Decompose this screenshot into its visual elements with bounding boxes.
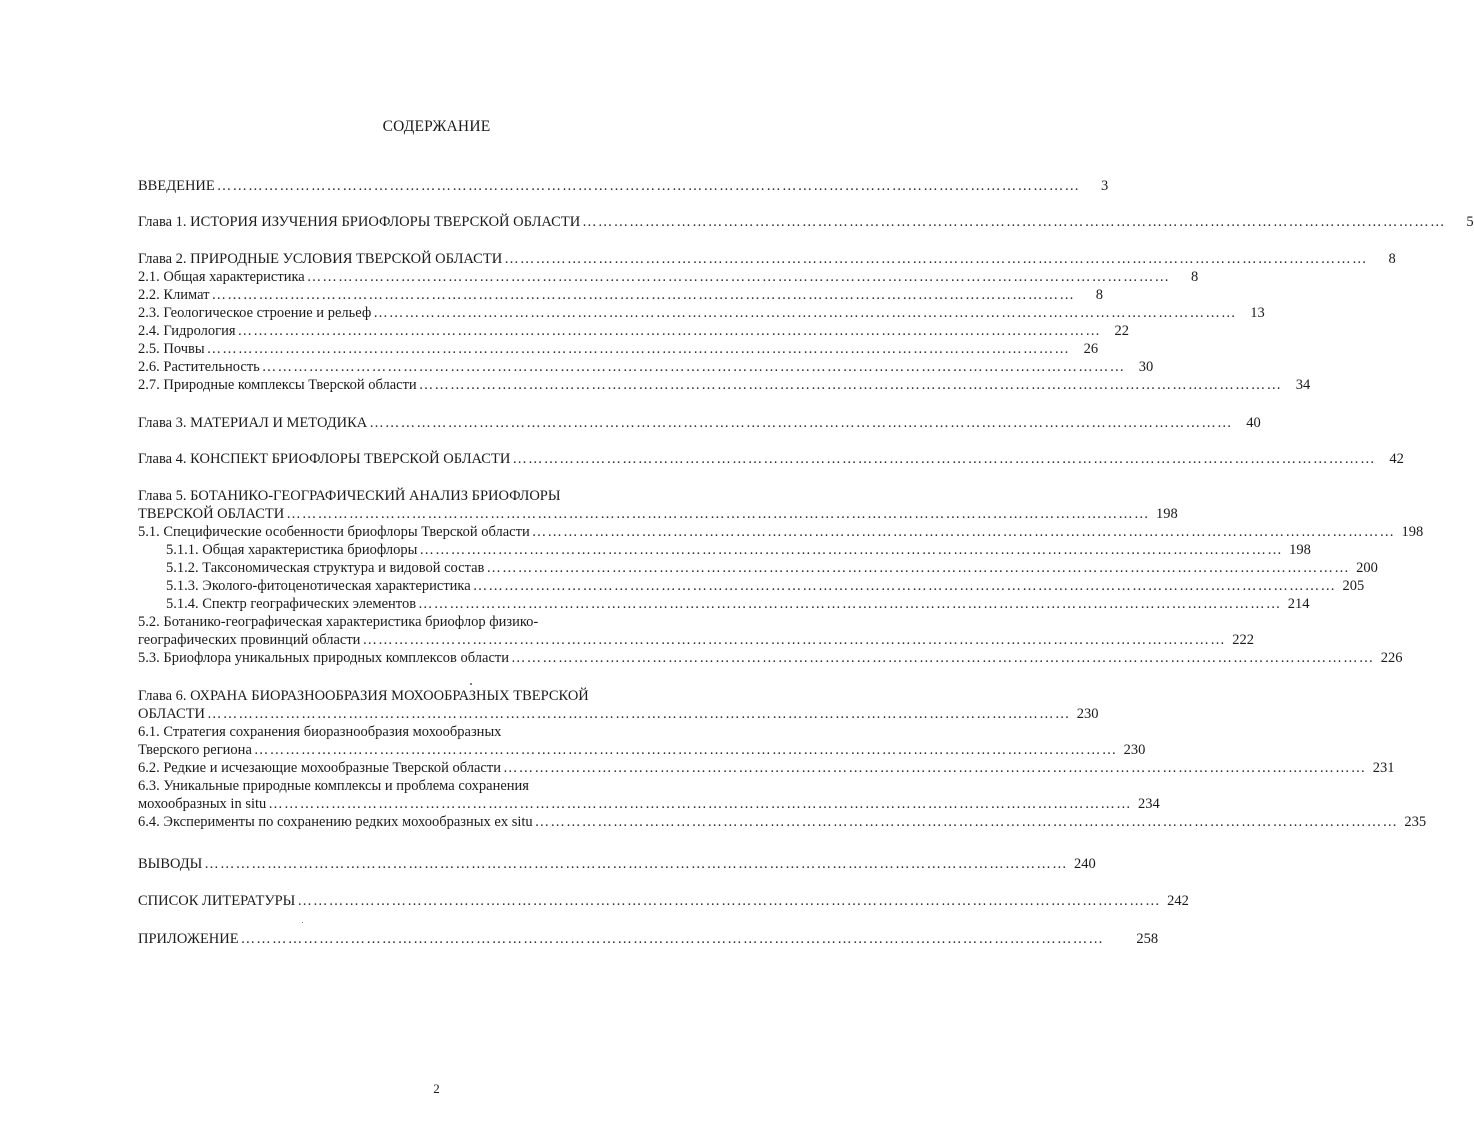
toc-entry-page: 40 <box>1246 415 1261 431</box>
toc-leader: ………………………………………………………………………………………………………………………………………………… <box>582 214 1446 230</box>
toc-entry <box>138 613 714 631</box>
toc-entry-page: 22 <box>1114 323 1130 339</box>
toc-leader: ………………………………………………………………………………………………………………………………………………… <box>261 359 1126 375</box>
toc-entry <box>138 795 1160 813</box>
toc-entry-text: 2.5. Почвы <box>138 341 205 357</box>
toc-entry-text: ТВЕРСКОЙ ОБЛАСТИ <box>138 506 285 522</box>
toc-leader: ………………………………………………………………………………………………………………………………………………… <box>369 415 1233 431</box>
toc-leader: ………………………………………………………………………………………………………………………………………………… <box>419 542 1283 558</box>
toc-entry <box>138 741 1146 759</box>
toc-entry <box>138 505 1178 523</box>
toc-entry-text: ВВЕДЕНИЕ <box>138 178 215 194</box>
toc-entry-page: 13 <box>1250 305 1265 321</box>
toc-leader: ………………………………………………………………………………………………………………………………………………… <box>253 742 1118 758</box>
toc-entry <box>138 322 1130 340</box>
toc-leader: ………………………………………………………………………………………………………………………………………………… <box>512 451 1376 467</box>
toc-entry-page: 242 <box>1167 893 1189 909</box>
toc-entry <box>138 777 714 795</box>
toc-entry <box>138 855 1096 873</box>
toc-leader: ………………………………………………………………………………………………………………………………………………… <box>418 377 1283 393</box>
page-title: СОДЕРЖАНИЕ <box>382 118 491 135</box>
toc-entry-page: 198 <box>1401 524 1424 540</box>
toc-entry-page: 222 <box>1232 632 1254 648</box>
toc-leader: ………………………………………………………………………………………………………………………………………………… <box>306 269 1171 285</box>
toc-entry-text: 2.3. Геологическое строение и рельеф <box>138 305 372 321</box>
toc-entry <box>138 376 1311 394</box>
toc-entry <box>138 213 1474 231</box>
toc-entry-text: 5.1. Специфические особенности бриофлоры Тверской области <box>138 524 530 540</box>
toc-entry-page: 198 <box>1289 542 1311 558</box>
toc-leader: ………………………………………………………………………………………………………………………………………………… <box>502 760 1367 776</box>
toc-entry-text: мохообразных in situ <box>138 796 267 812</box>
toc-entry-page: 8 <box>1388 251 1396 267</box>
toc-leader: ………………………………………………………………………………………………………………………………………………… <box>504 251 1368 267</box>
toc-entry <box>166 559 1378 577</box>
toc-leader: ………………………………………………………………………………………………………………………………………………… <box>531 524 1396 540</box>
toc-entry <box>138 705 1099 723</box>
toc-leader: ………………………………………………………………………………………………………………………………………………… <box>418 596 1282 612</box>
toc-leader: ………………………………………………………………………………………………………………………………………………… <box>297 893 1161 909</box>
toc-leader: ………………………………………………………………………………………………………………………………………………… <box>237 323 1102 339</box>
toc-entry-text: 5.2. Ботанико-географическая характеристика бриофлор физико- <box>138 614 539 630</box>
toc-entry-page: 3 <box>1101 178 1109 194</box>
toc-entry-text: 6.1. Стратегия сохранения биоразнообразия мохообразных <box>138 724 502 740</box>
scan-speck <box>470 683 472 685</box>
toc-entry <box>138 177 1109 195</box>
toc-entry-text: 6.2. Редкие и исчезающие мохообразные Тверской области <box>138 760 501 776</box>
toc-entry-text: СПИСОК ЛИТЕРАТУРЫ <box>138 893 296 909</box>
toc-leader: ………………………………………………………………………………………………………………………………………………… <box>510 650 1375 666</box>
toc-entry <box>138 723 714 741</box>
toc-entry <box>138 892 1189 910</box>
toc-entry <box>138 450 1404 468</box>
toc-entry-page: 258 <box>1136 931 1159 947</box>
toc-entry-text: ВЫВОДЫ <box>138 856 203 872</box>
toc-entry-page: 200 <box>1356 560 1378 576</box>
toc-entry-text: 2.4. Гидрология <box>138 323 236 339</box>
toc-leader: ………………………………………………………………………………………………………………………………………………… <box>240 931 1105 947</box>
toc-entry-text: 6.4. Эксперименты по сохранению редких мохообразных ex situ <box>138 814 533 830</box>
toc-entry <box>138 250 1396 268</box>
toc-entry <box>138 649 1403 667</box>
toc-entry-text: 5.1.4. Спектр географических элементов <box>166 596 417 612</box>
toc-entry-text: Глава 2. ПРИРОДНЫЕ УСЛОВИЯ ТВЕРСКОЙ ОБЛАСТИ <box>138 251 503 267</box>
toc-leader: ………………………………………………………………………………………………………………………………………………… <box>206 341 1071 357</box>
toc-leader: ………………………………………………………………………………………………………………………………………………… <box>207 706 1071 722</box>
toc-entry-text: Тверского региона <box>138 742 252 758</box>
toc-entry-text: 5.1.2. Таксономическая структура и видовой состав <box>166 560 485 576</box>
toc-entry <box>138 930 1159 948</box>
toc-leader: ………………………………………………………………………………………………………………………………………………… <box>534 814 1399 830</box>
toc-entry-text: ПРИЛОЖЕНИЕ <box>138 931 239 947</box>
toc-leader: ………………………………………………………………………………………………………………………………………………… <box>216 178 1081 194</box>
toc-entry <box>138 759 1395 777</box>
toc-leader: ………………………………………………………………………………………………………………………………………………… <box>486 560 1350 576</box>
toc-entry <box>138 687 714 705</box>
toc-entry-text: 2.6. Растительность <box>138 359 260 375</box>
toc-leader: ………………………………………………………………………………………………………………………………………………… <box>373 305 1237 321</box>
toc-entry-text: Глава 4. КОНСПЕКТ БРИОФЛОРЫ ТВЕРСКОЙ ОБЛАСТИ <box>138 451 511 467</box>
toc-entry-text: Глава 3. МАТЕРИАЛ И МЕТОДИКА <box>138 415 368 431</box>
toc-leader: ………………………………………………………………………………………………………………………………………………… <box>204 856 1068 872</box>
toc-entry <box>166 577 1365 595</box>
toc-entry <box>138 340 1099 358</box>
toc-leader: ………………………………………………………………………………………………………………………………………………… <box>286 506 1150 522</box>
toc-entry-text: 5.1.1. Общая характеристика бриофлоры <box>166 542 418 558</box>
toc-entry-text: географических провинций области <box>138 632 361 648</box>
toc-entry-page: 230 <box>1123 742 1146 758</box>
toc-entry-text: Глава 6. ОХРАНА БИОРАЗНООБРАЗИЯ МОХООБРАЗНЫХ ТВЕРСКОЙ <box>138 688 589 704</box>
toc-leader: ………………………………………………………………………………………………………………………………………………… <box>472 578 1337 594</box>
toc-entry-page: 42 <box>1389 451 1404 467</box>
toc-entry-page: 240 <box>1074 856 1096 872</box>
toc-entry-text: 2.1. Общая характеристика <box>138 269 305 285</box>
toc-entry-page: 8 <box>1190 269 1199 285</box>
toc-entry-page: 8 <box>1095 287 1104 303</box>
toc-entry <box>138 523 1424 541</box>
toc-leader: ………………………………………………………………………………………………………………………………………………… <box>211 287 1076 303</box>
toc-entry-page: 226 <box>1380 650 1403 666</box>
toc-entry-text: 5.3. Бриофлора уникальных природных комплексов области <box>138 650 509 666</box>
toc-entry-page: 231 <box>1372 760 1395 776</box>
toc-entry <box>138 414 1261 432</box>
toc-entry <box>166 595 1310 613</box>
toc-entry-text: ОБЛАСТИ <box>138 706 206 722</box>
toc-leader: ………………………………………………………………………………………………………………………………………………… <box>268 796 1132 812</box>
toc-leader: ………………………………………………………………………………………………………………………………………………… <box>362 632 1226 648</box>
toc-entry <box>138 304 1265 322</box>
toc-entry-page: 34 <box>1295 377 1311 393</box>
toc-entry <box>138 631 1254 649</box>
toc-entry-page: 205 <box>1342 578 1365 594</box>
toc-entry <box>138 813 1427 831</box>
toc-entry-page: 230 <box>1076 706 1099 722</box>
toc-entry-page: 198 <box>1155 506 1178 522</box>
toc-entry-page: 26 <box>1083 341 1099 357</box>
toc-entry-text: Глава 1. ИСТОРИЯ ИЗУЧЕНИЯ БРИОФЛОРЫ ТВЕРСКОЙ ОБЛАСТИ <box>138 214 581 230</box>
toc-entry <box>138 487 706 505</box>
toc-entry-page: 214 <box>1287 596 1310 612</box>
toc-entry <box>138 268 1199 286</box>
toc-entry-page: 30 <box>1138 359 1154 375</box>
toc-entry <box>138 358 1154 376</box>
toc-entry <box>166 541 1311 559</box>
toc-entry <box>138 286 1104 304</box>
toc-entry-page: 234 <box>1138 796 1160 812</box>
scan-speck <box>302 922 303 923</box>
toc-entry-text: 5.1.3. Эколого-фитоценотическая характеристика <box>166 578 471 594</box>
toc-entry-text: 2.2. Климат <box>138 287 210 303</box>
toc-entry-text: Глава 5. БОТАНИКО-ГЕОГРАФИЧЕСКИЙ АНАЛИЗ БРИОФЛОРЫ <box>138 488 561 504</box>
toc-entry-page: 235 <box>1404 814 1427 830</box>
toc-entry-text: 6.3. Уникальные природные комплексы и проблема сохранения <box>138 778 529 794</box>
toc-entry-page: 5 <box>1466 214 1474 230</box>
toc-entry-text: 2.7. Природные комплексы Тверской области <box>138 377 417 393</box>
page-number: 2 <box>433 1081 440 1096</box>
